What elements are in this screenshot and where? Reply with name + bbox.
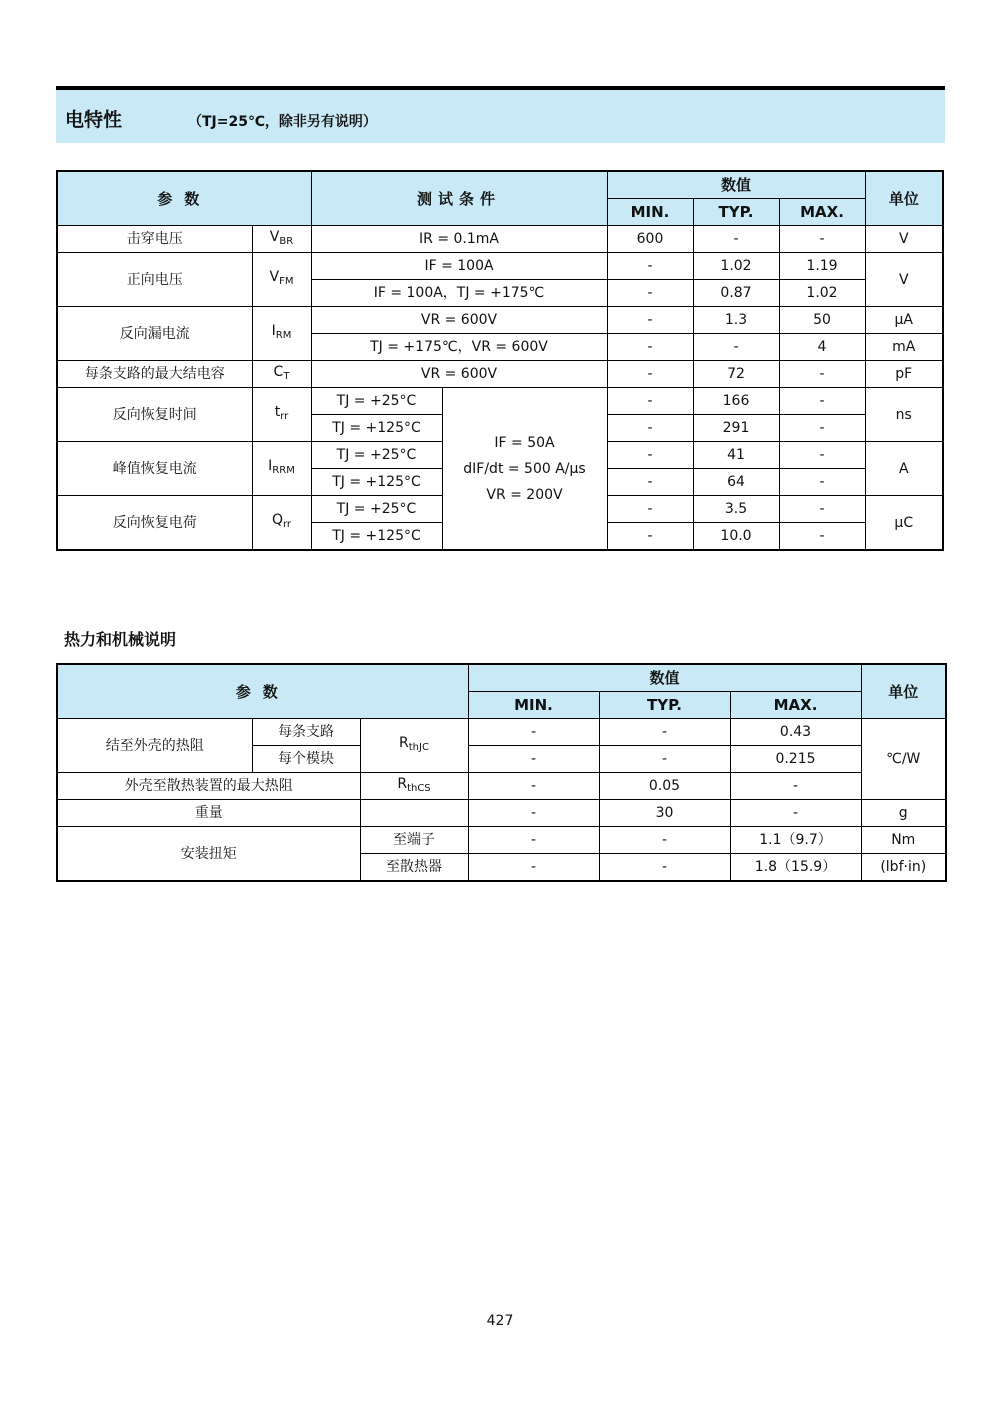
table-row — [57, 388, 943, 415]
unit: μA — [865, 307, 943, 334]
header-values: 数值 — [468, 664, 861, 692]
value-max: 1.1（9.7） — [730, 827, 861, 854]
header-unit: 单位 — [861, 664, 946, 719]
value-min: - — [468, 773, 599, 800]
value-max: - — [779, 388, 865, 415]
param-name: 正向电压 — [57, 253, 252, 307]
unit: V — [865, 226, 943, 253]
header-typ: TYP. — [599, 692, 730, 719]
header-typ: TYP. — [693, 199, 779, 226]
value-typ: 0.87 — [693, 280, 779, 307]
value-min: - — [607, 523, 693, 551]
param-subname: 至端子 — [360, 827, 468, 854]
value-typ: 30 — [599, 800, 730, 827]
test-condition: VR = 600V — [311, 307, 607, 334]
value-typ: 1.02 — [693, 253, 779, 280]
value-typ: 3.5 — [693, 496, 779, 523]
header-max: MAX. — [730, 692, 861, 719]
value-max: 1.02 — [779, 280, 865, 307]
header-min: MIN. — [468, 692, 599, 719]
header-test-conditions: 测试条件 — [311, 171, 607, 226]
value-max: - — [779, 469, 865, 496]
value-max: - — [730, 800, 861, 827]
value-typ: - — [599, 854, 730, 882]
param-name: 反向漏电流 — [57, 307, 252, 361]
param-symbol: $R_{thJC}$ — [360, 719, 468, 773]
unit: pF — [865, 361, 943, 388]
test-condition: IF = 100A，TJ = +175℃ — [311, 280, 607, 307]
unit: ℃/W — [861, 719, 946, 800]
value-min: - — [607, 388, 693, 415]
value-min: - — [607, 280, 693, 307]
param-name: 击穿电压 — [57, 226, 252, 253]
value-min: - — [607, 442, 693, 469]
table-row — [57, 307, 943, 334]
temp-condition: TJ = +25°C — [311, 388, 442, 415]
param-symbol: $t_{rr}$ — [252, 388, 311, 442]
value-min: - — [607, 496, 693, 523]
table-row — [57, 226, 943, 253]
header-row — [57, 664, 946, 692]
value-typ: - — [693, 334, 779, 361]
header-max: MAX. — [779, 199, 865, 226]
unit: mA — [865, 334, 943, 361]
unit: A — [865, 442, 943, 496]
value-max: - — [779, 415, 865, 442]
param-symbol: $I_{RRM}$ — [252, 442, 311, 496]
value-max: - — [779, 442, 865, 469]
test-condition: TJ = +175℃，VR = 600V — [311, 334, 607, 361]
table-row — [57, 827, 946, 854]
section-banner — [56, 86, 945, 143]
value-min: - — [607, 469, 693, 496]
unit: g — [861, 800, 946, 827]
param-symbol: $V_{BR}$ — [252, 226, 311, 253]
value-min: - — [468, 719, 599, 746]
value-typ: - — [599, 719, 730, 746]
param-symbol: $R_{thCS}$ — [360, 773, 468, 800]
section-title: 电特性 — [65, 109, 123, 131]
value-min: - — [607, 307, 693, 334]
table-row — [57, 773, 946, 800]
param-name: 每条支路的最大结电容 — [57, 361, 252, 388]
temp-condition: TJ = +125°C — [311, 469, 442, 496]
unit: ns — [865, 388, 943, 442]
param-subname: 至散热器 — [360, 854, 468, 882]
value-max: - — [779, 226, 865, 253]
value-typ: 166 — [693, 388, 779, 415]
value-min: - — [607, 361, 693, 388]
param-name: 反向恢复时间 — [57, 388, 252, 442]
value-typ: 10.0 — [693, 523, 779, 551]
value-typ: 291 — [693, 415, 779, 442]
table-row — [57, 800, 946, 827]
header-row — [57, 171, 943, 199]
value-min: 600 — [607, 226, 693, 253]
temp-condition: TJ = +25°C — [311, 442, 442, 469]
param-name: 峰值恢复电流 — [57, 442, 252, 496]
param-symbol: $C_T$ — [252, 361, 311, 388]
value-min: - — [468, 827, 599, 854]
param-subname: 每个模块 — [252, 746, 360, 773]
value-min: - — [468, 854, 599, 882]
value-max: - — [730, 773, 861, 800]
value-max: 50 — [779, 307, 865, 334]
value-max: 0.215 — [730, 746, 861, 773]
param-name: 重量 — [57, 800, 360, 827]
test-condition: IF = 100A — [311, 253, 607, 280]
unit: (lbf·in) — [861, 854, 946, 882]
header-min: MIN. — [607, 199, 693, 226]
value-min: - — [607, 334, 693, 361]
page-number: 427 — [486, 1313, 514, 1329]
value-typ: 41 — [693, 442, 779, 469]
electrical-characteristics-table — [56, 170, 944, 551]
param-symbol: $I_{RM}$ — [252, 307, 311, 361]
temp-condition: TJ = +125°C — [311, 415, 442, 442]
table-row — [57, 253, 943, 280]
param-symbol — [360, 800, 468, 827]
value-typ: - — [693, 226, 779, 253]
value-max: - — [779, 523, 865, 551]
table-row — [57, 361, 943, 388]
section2-title: 热力和机械说明 — [64, 630, 177, 649]
param-subname: 每条支路 — [252, 719, 360, 746]
value-max: - — [779, 361, 865, 388]
value-typ: - — [599, 827, 730, 854]
param-name: 结至外壳的热阻 — [57, 719, 252, 773]
unit: V — [865, 253, 943, 307]
test-condition: IR = 0.1mA — [311, 226, 607, 253]
temp-condition: TJ = +25°C — [311, 496, 442, 523]
value-typ: - — [599, 746, 730, 773]
value-max: 4 — [779, 334, 865, 361]
header-param: 参数 — [57, 664, 468, 719]
value-max: 0.43 — [730, 719, 861, 746]
param-symbol: $V_{FM}$ — [252, 253, 311, 307]
value-typ: 0.05 — [599, 773, 730, 800]
param-name: 外壳至散热装置的最大热阻 — [57, 773, 360, 800]
value-typ: 64 — [693, 469, 779, 496]
value-max: - — [779, 496, 865, 523]
value-max: 1.19 — [779, 253, 865, 280]
unit: Nm — [861, 827, 946, 854]
header-param: 参数 — [57, 171, 311, 226]
temp-condition: TJ = +125°C — [311, 523, 442, 551]
section-condition: （TJ=25℃，除非另有说明） — [188, 114, 377, 130]
value-typ: 72 — [693, 361, 779, 388]
thermal-mechanical-table — [56, 663, 947, 882]
header-values: 数值 — [607, 171, 865, 199]
recovery-test-condition: IF = 50A dIF/dt = 500 A/μs VR = 200V — [442, 388, 607, 551]
value-min: - — [468, 746, 599, 773]
value-max: 1.8（15.9） — [730, 854, 861, 882]
param-name: 安装扭矩 — [57, 827, 360, 882]
unit: μC — [865, 496, 943, 551]
value-min: - — [607, 415, 693, 442]
header-unit: 单位 — [865, 171, 943, 226]
value-min: - — [468, 800, 599, 827]
table-row — [57, 719, 946, 746]
param-symbol: $Q_{rr}$ — [252, 496, 311, 551]
value-min: - — [607, 253, 693, 280]
param-name: 反向恢复电荷 — [57, 496, 252, 551]
value-typ: 1.3 — [693, 307, 779, 334]
test-condition: VR = 600V — [311, 361, 607, 388]
